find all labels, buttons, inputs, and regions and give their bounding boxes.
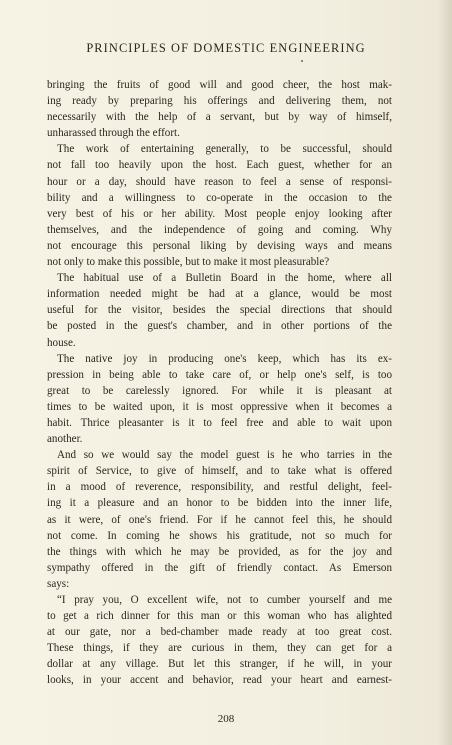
text-line: themselves, and the independence of going and coming. Why	[47, 223, 392, 236]
text-line: unharassed through the effort.	[47, 127, 180, 140]
text-line: says:	[47, 577, 70, 590]
paragraph	[47, 141, 392, 270]
text-line: not fall too heavily upon the host. Each guest, whether for an	[47, 159, 392, 172]
text-line: The habitual use of a Bulletin Board in the home, where all	[57, 272, 392, 285]
running-head: PRINCIPLES OF DOMESTIC ENGINEERING	[86, 41, 366, 55]
text-line: spirit of Service, to give of himself, and to take what is offered	[47, 465, 392, 478]
text-line: times to be waited upon, it is most oppressive when it becomes a	[47, 400, 392, 413]
text-line: The work of entertaining generally, to be successful, should	[57, 143, 392, 156]
text-line: pression in being able to take care of, or help one's self, is too	[47, 368, 392, 381]
text-line: in a mood of reverence, responsibility, and restful delight, feel-	[47, 481, 392, 494]
text-line: another.	[47, 433, 83, 446]
text-line: ing ready by preparing his offerings and delivering them, not	[47, 95, 392, 108]
text-line: “I pray you, O excellent wife, not to cumber yourself and me	[57, 594, 392, 606]
text-line: looks, in your accent and behavior, read your heart and earnest-	[47, 674, 392, 687]
text-line: not come. In coming he shows his gratitude, not so much for	[47, 529, 392, 542]
text-line: sympathy offered in the gift of friendly contact. As Emerson	[47, 561, 392, 574]
print-speck	[301, 60, 303, 62]
paragraph	[47, 351, 392, 448]
text-line: habit. Thrice pleasanter is it to feel free and able to wait upon	[47, 416, 392, 429]
text-line: be posted in the guest's chamber, and in other portions of the	[47, 320, 392, 333]
text-line: These things, if they are curious in them, they can get for a	[47, 642, 392, 655]
text-line: necessarily with the help of a servant, but by way of himself,	[47, 111, 392, 124]
text-line: ing it a pleasure and an honor to be bidden into the inner life,	[47, 497, 392, 510]
paragraph	[47, 447, 392, 592]
text-line: not only to make this possible, but to make it most pleasurable?	[47, 256, 330, 269]
paragraph	[47, 592, 392, 689]
paragraph	[47, 270, 392, 350]
text-line: the things with which he may be provided, as for the joy and	[47, 545, 392, 558]
text-line: very best of his or her ability. Most people enjoy looking after	[47, 207, 392, 220]
page-number: 208	[217, 713, 235, 725]
text-line: useful for the visitor, besides the special directions that should	[47, 304, 392, 317]
spine-shadow	[438, 0, 452, 745]
text-line: hour or a day, should have reason to feel a sense of responsi-	[47, 175, 392, 188]
text-line: And so we would say the model guest is he who tarries in the	[57, 449, 392, 462]
text-line: at our gate, nor a bed-chamber made ready at too great cost.	[47, 626, 392, 639]
text-line: as it were, of one's friend. For if he cannot feel this, he should	[47, 513, 392, 526]
text-line: house.	[47, 336, 76, 349]
text-line: to get a rich dinner for this man or this woman who has alighted	[47, 610, 392, 623]
body-text	[47, 77, 392, 689]
text-line: information needed might be had at a glance, would be most	[47, 288, 392, 301]
paragraph	[47, 77, 392, 141]
text-line: great to be carelessly ignored. For while it is pleasant at	[47, 384, 392, 397]
text-line: The native joy in producing one's keep, which has its ex-	[57, 352, 392, 365]
text-line: dollar at any village. But let this stranger, if he will, in your	[47, 658, 392, 671]
text-line: bility and a willingness to co-operate in the occasion to the	[47, 191, 392, 204]
text-line: not encourage this personal liking by devising ways and means	[47, 239, 392, 252]
text-line: bringing the fruits of good will and good cheer, the host mak-	[47, 79, 392, 91]
